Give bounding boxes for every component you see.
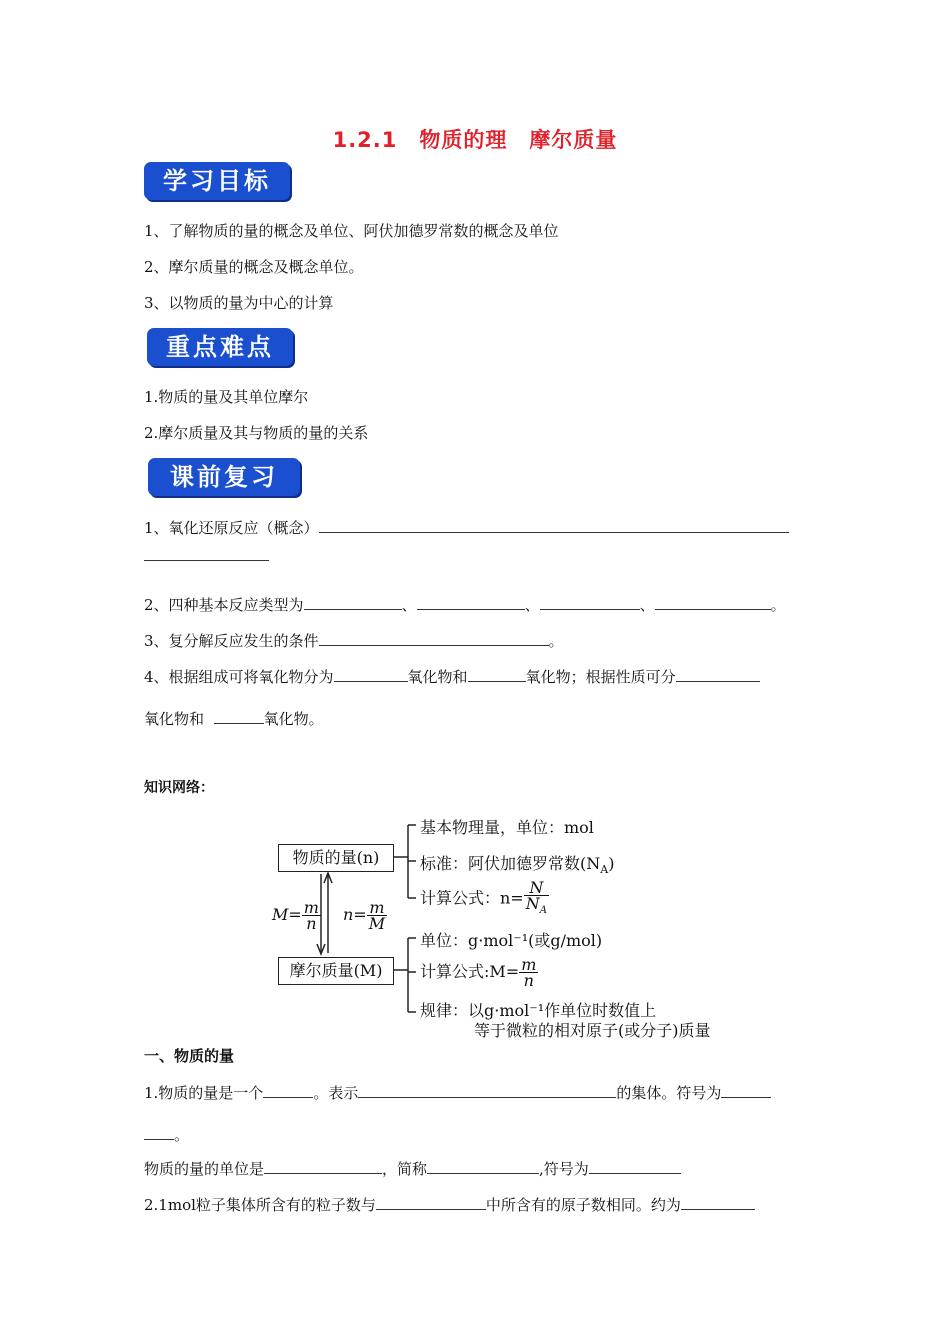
- review-q4-text: 4、根据组成可将氧化物分为: [144, 668, 334, 686]
- formula-left: [272, 900, 321, 931]
- sentence-end: 。: [548, 632, 564, 650]
- part1-text: ，简称: [382, 1160, 428, 1178]
- part1-text: 。: [174, 1126, 190, 1144]
- diagram-branch-text: [420, 851, 614, 876]
- formula-denominator: n: [523, 971, 534, 990]
- answer-blank[interactable]: [468, 666, 526, 682]
- answer-blank[interactable]: [721, 1082, 771, 1098]
- part1-text: 的集体。符号为: [616, 1084, 722, 1102]
- formula-lhs: n=: [343, 905, 367, 924]
- formula-denominator: n: [306, 914, 317, 933]
- diagram-branch-text: 基本物理量，单位：mol: [420, 818, 594, 837]
- review-q3: [144, 630, 564, 651]
- formula-numerator: N: [524, 880, 549, 896]
- answer-blank[interactable]: [264, 1158, 382, 1174]
- section-badge-key-points: 重点难点: [147, 328, 293, 366]
- goal-item: 3、以物质的量为中心的计算: [144, 294, 334, 312]
- answer-blank[interactable]: [655, 594, 771, 610]
- diagram-branch-formula: [420, 880, 549, 918]
- diagram-subscript: A: [600, 863, 609, 877]
- formula-numerator: m: [303, 898, 319, 917]
- answer-blank[interactable]: [304, 594, 402, 610]
- part1-line4: [144, 1194, 755, 1215]
- part1-text: ,符号为: [539, 1160, 589, 1178]
- answer-blank[interactable]: [540, 594, 640, 610]
- formula-denominator: [524, 896, 549, 918]
- sentence-end: 。: [770, 596, 786, 614]
- answer-blank[interactable]: [358, 1082, 616, 1098]
- page-title: 1.2.1 物质的理 摩尔质量: [332, 128, 618, 152]
- diagram-text: N: [525, 894, 540, 913]
- part1-text: 1.物质的量是一个: [144, 1084, 264, 1102]
- part1-text: 物质的量的单位是: [144, 1160, 265, 1178]
- diagram-branch-text: 单位：g·mol⁻¹(或g/mol): [420, 931, 603, 950]
- review-q4-text: 氧化物和: [144, 710, 205, 728]
- formula-lhs: M=: [272, 905, 302, 924]
- key-point-item: 1.物质的量及其单位摩尔: [144, 388, 309, 406]
- section-badge-review: 课前复习: [148, 458, 300, 496]
- answer-blank[interactable]: [334, 666, 408, 682]
- answer-blank[interactable]: [319, 630, 549, 646]
- answer-blank[interactable]: [263, 1082, 313, 1098]
- formula-numerator: m: [521, 955, 537, 974]
- part1-text: 中所含有的原子数相同。约为: [485, 1196, 681, 1214]
- review-q4-cont: [144, 708, 324, 729]
- answer-blank[interactable]: [319, 517, 789, 533]
- review-q3-text: 3、复分解反应发生的条件: [144, 632, 319, 650]
- answer-blank[interactable]: [589, 1158, 681, 1174]
- review-q1-text: 1、氧化还原反应（概念）: [144, 519, 319, 537]
- review-q1: [144, 517, 789, 538]
- answer-blank[interactable]: [144, 560, 269, 561]
- part1-line2: [144, 1124, 189, 1145]
- goal-item: 1、了解物质的量的概念及单位、阿伏加德罗常数的概念及单位: [144, 222, 559, 240]
- review-q4-text: 氧化物和: [407, 668, 468, 686]
- formula-numerator: m: [367, 900, 387, 916]
- diagram-box-amount-of-substance: 物质的量(n): [278, 844, 394, 872]
- review-q4: [144, 666, 760, 687]
- answer-blank[interactable]: [681, 1194, 755, 1210]
- separator: 、: [524, 596, 540, 614]
- answer-blank[interactable]: [144, 1124, 174, 1140]
- answer-blank[interactable]: [676, 666, 760, 682]
- section-heading: 一、物质的量: [144, 1047, 235, 1065]
- network-label: 知识网络：: [144, 780, 214, 796]
- part1-text: 2.1mol粒子集体所含有的粒子数与: [144, 1196, 376, 1214]
- review-q2-text: 2、四种基本反应类型为: [144, 596, 304, 614]
- part1-line1: [144, 1082, 771, 1103]
- separator: 、: [401, 596, 417, 614]
- review-q4-text: 氧化物。: [263, 710, 324, 728]
- diagram-subscript: A: [539, 905, 547, 917]
- answer-blank[interactable]: [427, 1158, 539, 1174]
- review-q2: [144, 594, 786, 615]
- separator: 、: [639, 596, 655, 614]
- key-point-item: 2.摩尔质量及其与物质的量的关系: [144, 424, 369, 442]
- answer-blank[interactable]: [376, 1194, 486, 1210]
- answer-blank[interactable]: [417, 594, 525, 610]
- diagram-branch-formula: [420, 957, 538, 988]
- diagram-text: 标准：阿伏加德罗常数(N: [420, 854, 601, 873]
- goal-item: 2、摩尔质量的概念及概念单位。: [144, 258, 364, 276]
- section-badge-goals: 学习目标: [144, 162, 290, 200]
- knowledge-diagram: [268, 810, 748, 1040]
- formula-denominator: M: [368, 914, 386, 933]
- diagram-branch-text: 规律：以g·mol⁻¹作单位时数值上: [420, 1001, 657, 1020]
- diagram-text: 计算公式：n=: [420, 888, 524, 908]
- part1-line3: [144, 1158, 681, 1179]
- diagram-text: 计算公式:M=: [420, 962, 520, 981]
- answer-blank[interactable]: [214, 708, 264, 724]
- part1-text: 。表示: [313, 1084, 359, 1102]
- diagram-branch-text: 等于微粒的相对原子(或分子)质量: [474, 1021, 711, 1040]
- review-q4-text: 氧化物；根据性质可分: [525, 668, 676, 686]
- formula-right: [343, 900, 387, 931]
- diagram-text: ): [608, 854, 615, 873]
- diagram-box-molar-mass: 摩尔质量(M): [278, 957, 394, 985]
